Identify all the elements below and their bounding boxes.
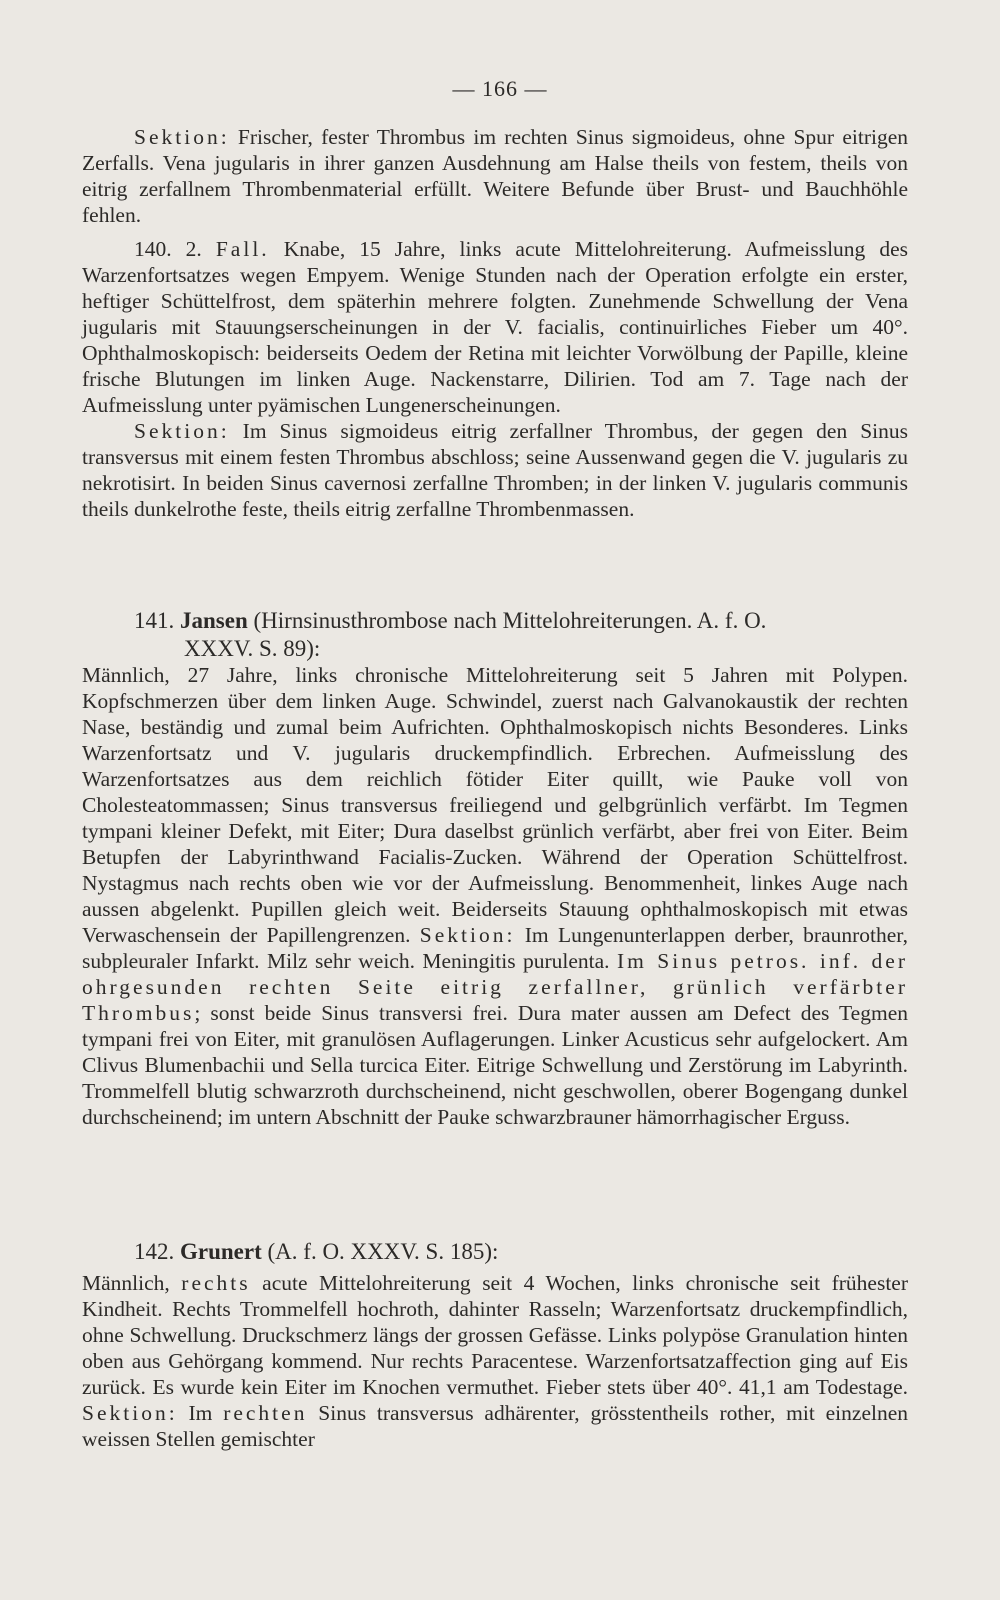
- case-text-part: acute Mittelohreiterung seit 4 Wochen, links chronische seit frühester Kindheit. Rechts Trommelfell hochroth, dahinter Rasseln; Warzenfortsatz druckempfindlich, ohne Schwellung. Druckschmerz längs der grossen Gefässe. Links polypöse Granulation hinten oben aus Gehörgang kommend. Nur rechts Paracentese. Warzenfortsatzaffection ging auf Eis zurück. Es wurde kein Eiter im Knochen vermuthet. Fieber stets über 40°. 41,1 am Todestage.: [82, 1271, 908, 1399]
- case-text-part: Männlich, 27 Jahre, links chronische Mittelohreiterung seit 5 Jahren mit Polypen. Kopfschmerzen über dem linken Auge. Schwindel, zuerst nach Galvanokaustik der rechten Nase, beständig und zumal beim Aufrichten. Ophthalmoskopisch nichts Besonderes. Links Warzenfortsatz und V. jugularis druckempfindlich. Erbrechen. Aufmeisslung des Warzenfortsatzes aus dem reichlich fötider Eiter quillt, wie Pauke voll von Cholesteatommassen; Sinus transversus freiliegend und gelbgrünlich verfärbt. Im Tegmen tympani kleiner Defekt, mit Eiter; Dura daselbst grünlich verfärbt, aber frei von Eiter. Beim Betupfen der Labyrinthwand Facialis-Zucken. Während der Operation Schüttelfrost. Nystagmus nach rechts oben wie vor der Aufmeisslung. Benommenheit, linkes Auge nach aussen abgelenkt. Pupillen gleich weit. Beiderseits Stauung ophthalmoskopisch mit etwas Verwaschensein der Papillengrenzen.: [82, 663, 908, 947]
- case-label: Fall.: [215, 237, 270, 261]
- case-text-part: Sinus transversus adhärenter, grösstentheils rother, mit einzelnen weissen Stellen gemischter: [82, 1401, 908, 1451]
- sektion-label: Sektion:: [419, 923, 516, 947]
- case-140-text: [82, 236, 908, 418]
- case-author: Grunert: [180, 1239, 262, 1264]
- sektion-text: Im Sinus sigmoideus eitrig zerfallner Thrombus, der gegen den Sinus transversus mit einem festen Thrombus abschloss; seine Aussenwand gegen die V. jugularis zu nekrotisirt. In beiden Sinus cavernosi zerfallne Thromben; in der linken V. jugularis communis theils dunkelrothe feste, theils eitrig zerfallne Thrombenmassen.: [82, 419, 908, 521]
- sektion-label: Sektion:: [82, 1401, 178, 1425]
- case-reference: (A. f. O. XXXV. S. 185):: [267, 1239, 499, 1264]
- case-text-part: Im: [177, 1401, 224, 1425]
- case-141-heading: [82, 607, 908, 663]
- emphasized-word: rechten: [223, 1401, 308, 1425]
- case-number: 141.: [134, 608, 175, 633]
- case-141-text: [82, 662, 908, 1130]
- case-141-body: [82, 662, 908, 1130]
- sektion-label: Sektion:: [134, 419, 230, 443]
- case-number: 140.: [134, 237, 172, 261]
- page-number: — 166 —: [452, 76, 548, 101]
- case-number: 142.: [134, 1239, 175, 1264]
- case-label-number: 2.: [185, 237, 202, 261]
- case-140-sektion: [82, 418, 908, 522]
- emphasized-word: rechts: [181, 1271, 251, 1295]
- case-142-body: [82, 1270, 908, 1452]
- sektion-label: Sektion:: [134, 125, 230, 149]
- case-text-part: ; sonst beide Sinus transversi frei. Dura mater aussen am Defect des Tegmen tympani frei von Eiter, mit granulösen Auflagerungen. Linker Acusticus sehr aufgelockert. Am Clivus Blumenbachii und Sella turcica Eiter. Eitrige Schwellung und Zerstörung im Labyrinth. Trommelfell blutig schwarzroth durchscheinend, nicht geschwollen, oberer Bogengang dunkel durchscheinend; im untern Abschnitt der Pauke schwarzbrauner hämorrhagischer Erguss.: [82, 1001, 908, 1129]
- case-142-heading: [82, 1238, 908, 1266]
- paragraph-sektion-continued: [82, 124, 908, 228]
- case-author: Jansen: [180, 608, 248, 633]
- case-description: Knabe, 15 Jahre, links acute Mittelohreiterung. Aufmeisslung des Warzenfortsatzes wegen Empyem. Wenige Stunden nach der Operation erfolgte ein erster, heftiger Schüttelfrost, dem späterhin mehrere folgten. Zunehmende Schwellung der Vena jugularis mit Stauungserscheinungen in der V. facialis, continuirliches Fieber um 40°. Ophthalmoskopisch: beiderseits Oedem der Retina mit leichter Vorwölbung der Papille, kleine frische Blutungen im linken Auge. Nackenstarre, Dilirien. Tod am 7. Tage nach der Aufmeisslung unter pyämischen Lungenerscheinungen.: [82, 237, 909, 417]
- case-140: [82, 236, 908, 522]
- case-text-part: Im Lungenunterlappen derber, braunrother, subpleuraler Infarkt. Milz sehr weich. Meningitis purulenta.: [82, 923, 908, 973]
- case-reference-line-1: (Hirnsinusthrombose nach Mittelohreiterungen. A. f. O.: [253, 608, 767, 633]
- sektion-text: Frischer, fester Thrombus im rechten Sinus sigmoideus, ohne Spur eitrigen Zerfalls. Vena jugularis in ihrer ganzen Ausdehnung am Halse theils von festem, theils von eitrig zerfallnem Thrombenmaterial erfüllt. Weitere Befunde über Brust- und Bauchhöhle fehlen.: [82, 125, 908, 227]
- case-reference-line-2: XXXV. S. 89):: [184, 636, 321, 661]
- emphasized-finding: Im Sinus petros. inf. der ohrgesunden rechten Seite eitrig zerfallner, grünlich verfärbter Thrombus: [82, 949, 908, 1025]
- case-text-part: Männlich,: [82, 1271, 182, 1295]
- case-142-text: [82, 1270, 908, 1452]
- paragraph-text: [82, 124, 908, 228]
